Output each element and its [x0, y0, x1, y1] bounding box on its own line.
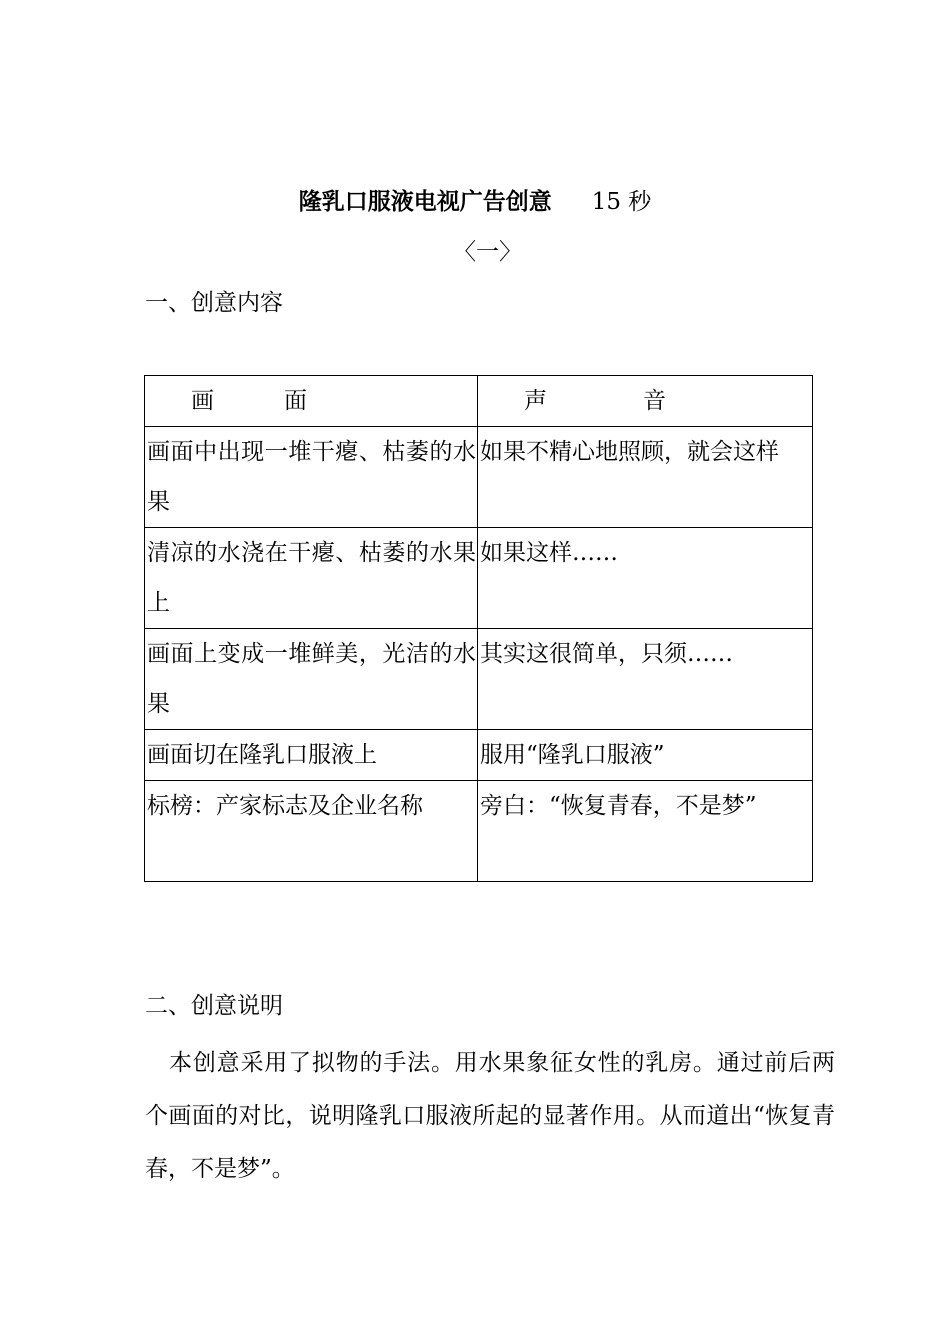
header-picture-char-2: 面: [284, 388, 307, 414]
sound-cell: 其实这很简单，只须……: [478, 629, 813, 730]
header-picture-char-1: 画: [191, 388, 214, 414]
storyboard-table: [144, 375, 813, 882]
sound-cell: 旁白：“恢复青春，不是梦”: [478, 781, 813, 882]
table-row: [145, 629, 813, 730]
sound-cell: 如果不精心地照顾，就会这样: [478, 427, 813, 528]
section-heading-content: 一、创意内容: [145, 290, 283, 316]
table-row: [145, 730, 813, 781]
document-subtitle: 〈一〉: [453, 239, 522, 265]
picture-cell: 画面中出现一堆干瘪、枯萎的水果: [145, 427, 478, 528]
header-picture: [145, 376, 478, 427]
table-header-row: [145, 376, 813, 427]
title-duration: 15 秒: [591, 189, 652, 215]
picture-cell: 画面上变成一堆鲜美，光洁的水果: [145, 629, 478, 730]
explanation-paragraph: 本创意采用了拟物的手法。用水果象征女性的乳房。通过前后两个画面的对比，说明隆乳口服液所起的显著作用。从而道出“恢复青春，不是梦”。: [145, 1050, 835, 1182]
sound-cell: 如果这样……: [478, 528, 813, 629]
table-row: [145, 427, 813, 528]
header-sound: [478, 376, 813, 427]
sound-cell: 服用“隆乳口服液”: [478, 730, 813, 781]
header-sound-char-1: 声: [524, 388, 547, 414]
picture-cell: 标榜：产家标志及企业名称: [145, 781, 478, 882]
picture-cell: 画面切在隆乳口服液上: [145, 730, 478, 781]
header-sound-char-2: 音: [643, 388, 666, 414]
table-row: [145, 528, 813, 629]
document-title: [0, 182, 950, 222]
title-main: 隆乳口服液电视广告创意: [298, 188, 552, 215]
picture-cell: 清凉的水浇在干瘪、枯萎的水果上: [145, 528, 478, 629]
table-row: [145, 781, 813, 882]
section-heading-explanation: 二、创意说明: [145, 993, 283, 1019]
